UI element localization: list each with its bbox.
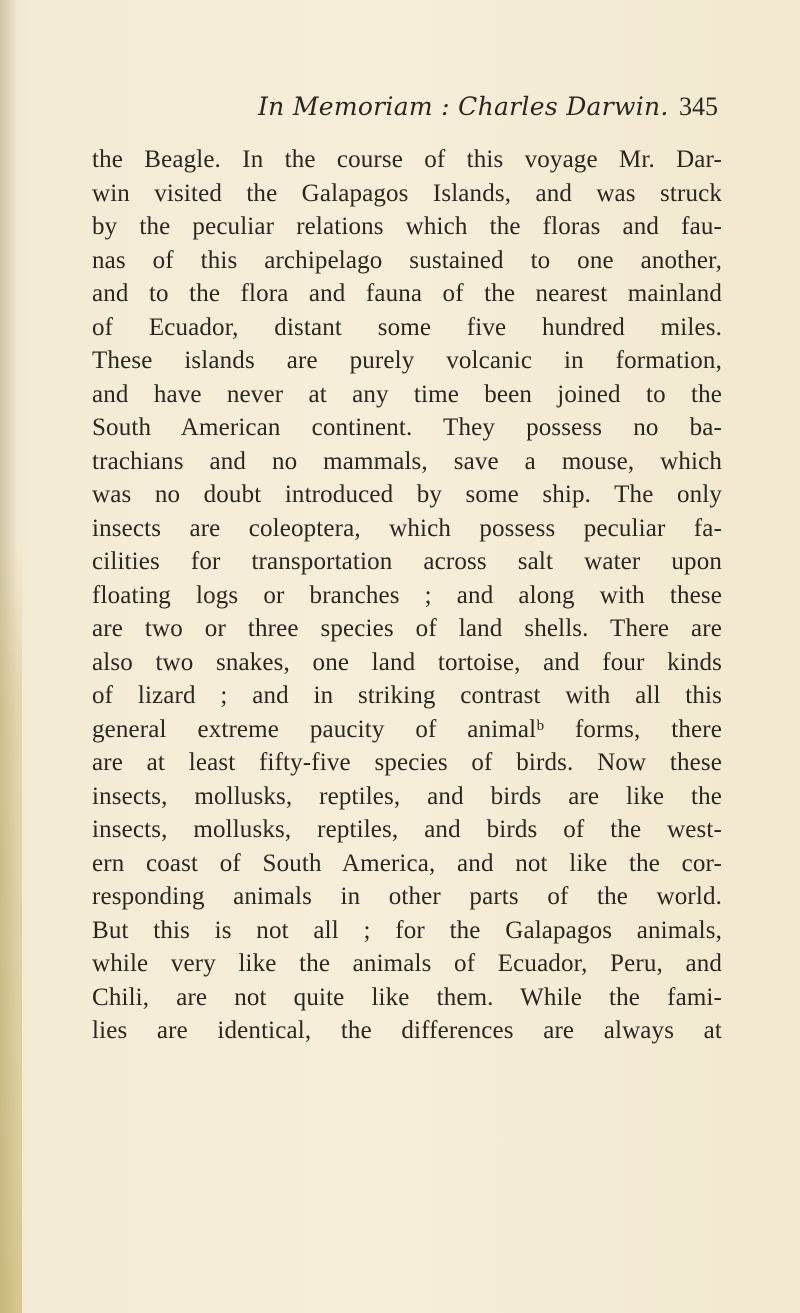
text-line: insects, mollusks, reptiles, and birds of the west- bbox=[92, 816, 722, 843]
text-line: These islands are purely volcanic in formation, bbox=[92, 347, 722, 374]
running-head: In Memoriam : Charles Darwin. bbox=[258, 92, 669, 121]
text-line: and have never at any time been joined to the bbox=[92, 380, 722, 408]
text-line: ern coast of South America, and not like the cor- bbox=[92, 849, 722, 877]
text-line: insects are coleoptera, which possess peculiar fa- bbox=[92, 514, 722, 542]
text-line: also two snakes, one land tortoise, and four kinds bbox=[92, 648, 722, 676]
text-line: of Ecuador, distant some five hundred miles. bbox=[92, 313, 722, 341]
text-line: while very like the animals of Ecuador, Peru, and bbox=[92, 950, 722, 977]
text-line: But this is not all ; for the Galapagos animals, bbox=[92, 916, 722, 944]
page-edge-stain bbox=[0, 540, 22, 1313]
text-line: and to the flora and fauna of the nearest mainland bbox=[92, 280, 722, 307]
text-line: are two or three species of land shells. There are bbox=[92, 615, 722, 642]
text-line: nas of this archipelago sustained to one another, bbox=[92, 246, 722, 274]
text-line: South American continent. They possess no ba- bbox=[92, 414, 722, 441]
body-text bbox=[92, 143, 722, 1048]
text-line: win visited the Galapagos Islands, and was struck bbox=[92, 179, 722, 207]
text-line: general extreme paucity of animalᵇ forms, there bbox=[92, 715, 722, 743]
text-line: cilities for transportation across salt water upon bbox=[92, 548, 722, 575]
text-line: insects, mollusks, reptiles, and birds are like the bbox=[92, 782, 722, 810]
text-line: Chili, are not quite like them. While the fami- bbox=[92, 983, 722, 1011]
page-header bbox=[258, 92, 718, 132]
text-line: by the peculiar relations which the floras and fau- bbox=[92, 213, 722, 240]
text-line: the Beagle. In the course of this voyage Mr. Dar- bbox=[92, 146, 722, 173]
text-line: trachians and no mammals, save a mouse, which bbox=[92, 447, 722, 475]
text-line: of lizard ; and in striking contrast with all this bbox=[92, 682, 722, 709]
text-line: was no doubt introduced by some ship. The only bbox=[92, 481, 722, 508]
page-number: 345 bbox=[679, 92, 718, 121]
text-line: floating logs or branches ; and along with these bbox=[92, 581, 722, 609]
text-line: responding animals in other parts of the world. bbox=[92, 883, 722, 910]
text-line: lies are identical, the differences are always at bbox=[92, 1017, 722, 1044]
text-line: are at least fifty-five species of birds. Now these bbox=[92, 749, 722, 776]
